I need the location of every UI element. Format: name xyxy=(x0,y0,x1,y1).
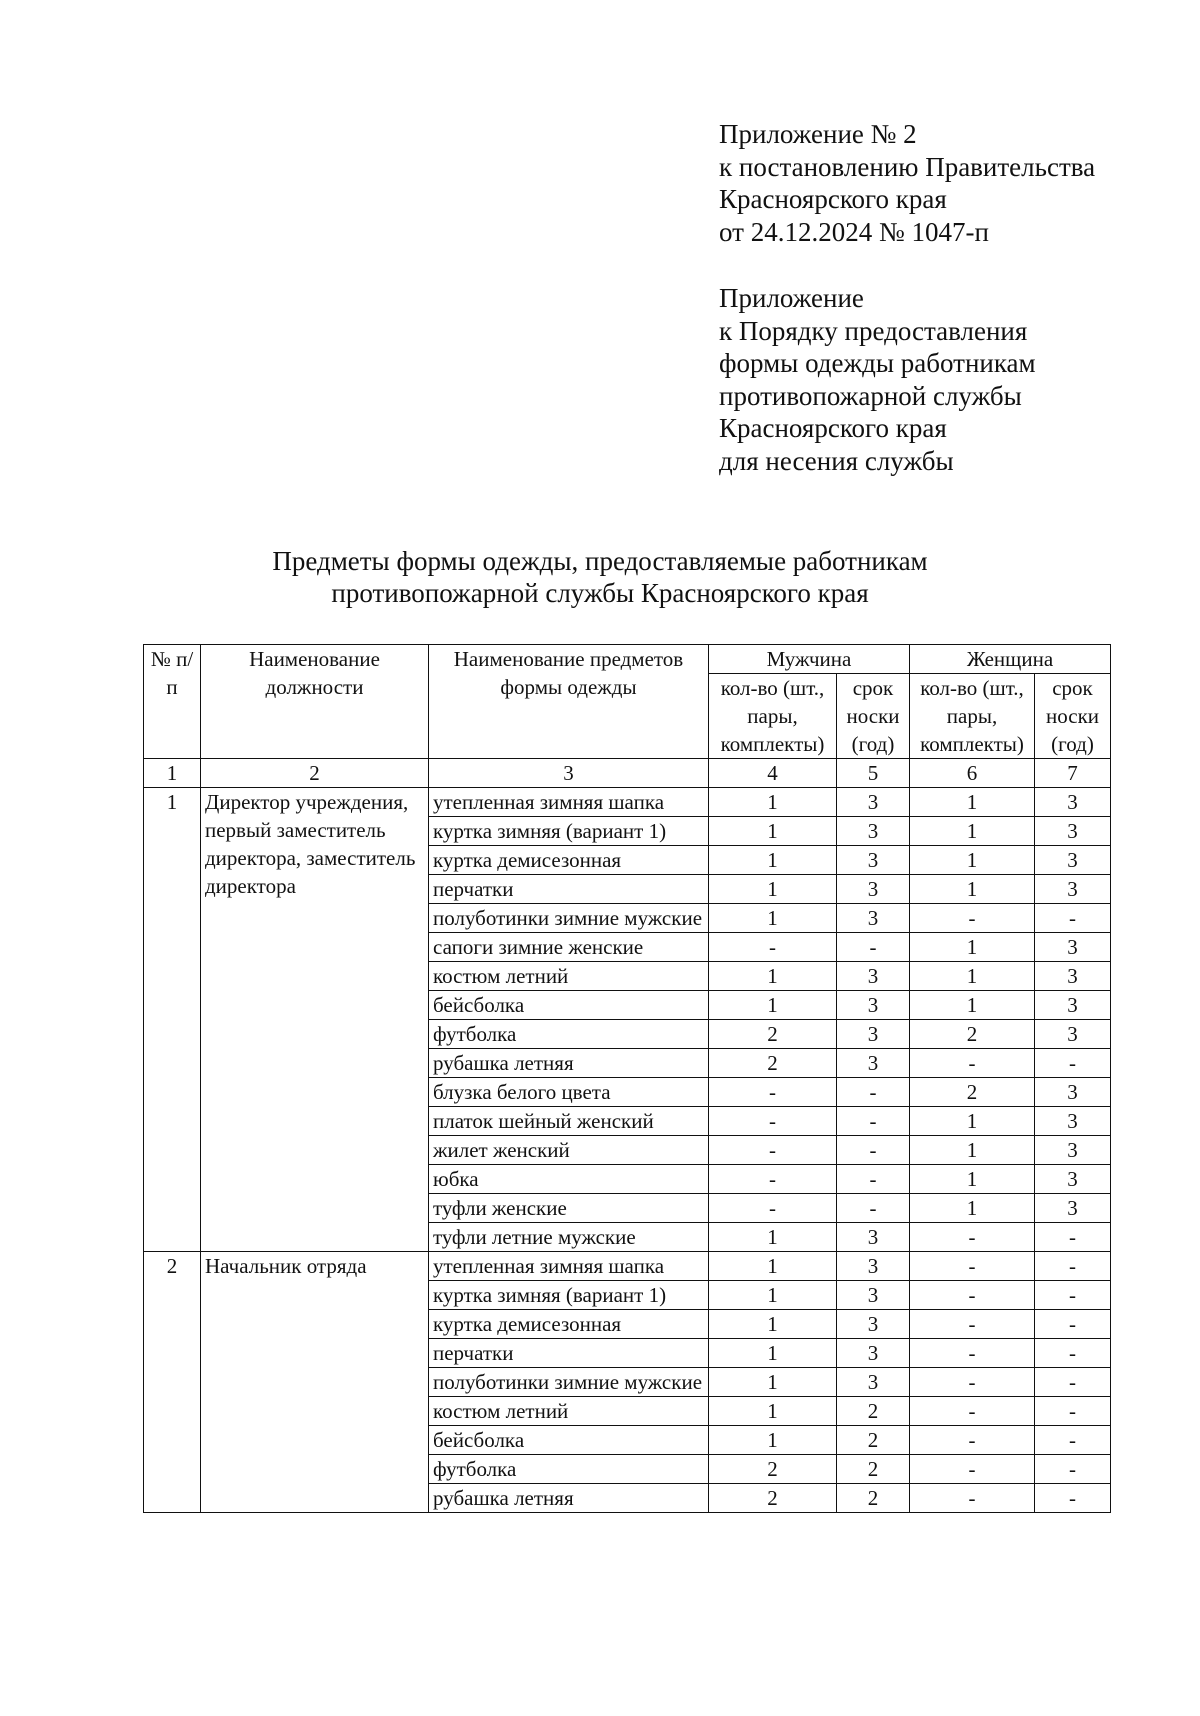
male-qty: 1 xyxy=(709,875,837,904)
female-term: 3 xyxy=(1035,1136,1111,1165)
male-term: 3 xyxy=(837,846,910,875)
female-term: 3 xyxy=(1035,933,1111,962)
female-qty: - xyxy=(910,1310,1035,1339)
male-term: 3 xyxy=(837,1252,910,1281)
male-qty: 1 xyxy=(709,846,837,875)
male-qty: 2 xyxy=(709,1049,837,1078)
female-term: 3 xyxy=(1035,788,1111,817)
female-term: 3 xyxy=(1035,1107,1111,1136)
male-qty: - xyxy=(709,1078,837,1107)
male-term: 2 xyxy=(837,1484,910,1513)
male-qty: 1 xyxy=(709,1252,837,1281)
female-qty: - xyxy=(910,1368,1035,1397)
female-qty: 1 xyxy=(910,875,1035,904)
male-term: 3 xyxy=(837,1281,910,1310)
female-term: 3 xyxy=(1035,1020,1111,1049)
female-qty: 2 xyxy=(910,1078,1035,1107)
female-qty: 1 xyxy=(910,1107,1035,1136)
male-term: 2 xyxy=(837,1397,910,1426)
female-qty: 1 xyxy=(910,1165,1035,1194)
item-name: туфли летние мужские xyxy=(429,1223,709,1252)
male-term: - xyxy=(837,1136,910,1165)
male-qty: 1 xyxy=(709,991,837,1020)
item-name: утепленная зимняя шапка xyxy=(429,788,709,817)
appendix-line: противопожарной службы xyxy=(719,380,1022,411)
table-row xyxy=(144,788,1111,817)
male-qty: 1 xyxy=(709,962,837,991)
male-qty: 1 xyxy=(709,788,837,817)
male-term: 3 xyxy=(837,1020,910,1049)
male-term: 3 xyxy=(837,788,910,817)
female-term: 3 xyxy=(1035,846,1111,875)
column-number: 7 xyxy=(1035,759,1111,788)
male-qty: 1 xyxy=(709,1310,837,1339)
male-term: - xyxy=(837,1165,910,1194)
male-term: 3 xyxy=(837,904,910,933)
female-term: - xyxy=(1035,1455,1111,1484)
appendix-block xyxy=(719,118,1095,477)
male-term: 3 xyxy=(837,1339,910,1368)
uniform-table xyxy=(143,644,1111,1513)
male-term: - xyxy=(837,933,910,962)
column-number: 6 xyxy=(910,759,1035,788)
female-qty: - xyxy=(910,904,1035,933)
male-term: 3 xyxy=(837,817,910,846)
item-name: рубашка летняя xyxy=(429,1049,709,1078)
item-name: бейсболка xyxy=(429,991,709,1020)
header-no: № п/п xyxy=(144,645,201,759)
male-qty: 2 xyxy=(709,1455,837,1484)
item-name: перчатки xyxy=(429,1339,709,1368)
document-title xyxy=(0,545,1200,609)
male-qty: 1 xyxy=(709,1339,837,1368)
male-qty: - xyxy=(709,933,837,962)
female-qty: - xyxy=(910,1484,1035,1513)
row-number: 2 xyxy=(144,1252,201,1513)
item-name: полуботинки зимние мужские xyxy=(429,1368,709,1397)
female-term: 3 xyxy=(1035,1078,1111,1107)
female-term: - xyxy=(1035,1281,1111,1310)
male-qty: - xyxy=(709,1194,837,1223)
female-qty: 1 xyxy=(910,933,1035,962)
column-number: 1 xyxy=(144,759,201,788)
female-term: - xyxy=(1035,1049,1111,1078)
item-name: костюм летний xyxy=(429,1397,709,1426)
female-qty: - xyxy=(910,1049,1035,1078)
appendix-line: к Порядку предоставления xyxy=(719,315,1028,346)
female-term: 3 xyxy=(1035,817,1111,846)
male-term: 3 xyxy=(837,962,910,991)
male-term: 3 xyxy=(837,991,910,1020)
header-position: Наименование должности xyxy=(201,645,429,759)
item-name: рубашка летняя xyxy=(429,1484,709,1513)
appendix-line: Приложение № 2 xyxy=(719,119,917,149)
male-qty: 1 xyxy=(709,1223,837,1252)
item-name: куртка демисезонная xyxy=(429,846,709,875)
header-male: Мужчина xyxy=(709,645,910,674)
female-term: - xyxy=(1035,904,1111,933)
male-term: - xyxy=(837,1078,910,1107)
row-number: 1 xyxy=(144,788,201,1252)
column-number: 4 xyxy=(709,759,837,788)
appendix-line: Красноярского края xyxy=(719,184,947,214)
female-term: - xyxy=(1035,1397,1111,1426)
female-qty: - xyxy=(910,1252,1035,1281)
female-qty: 1 xyxy=(910,817,1035,846)
male-qty: 1 xyxy=(709,1368,837,1397)
title-line-1: Предметы формы одежды, предоставляемые работникам xyxy=(272,546,928,576)
female-qty: 1 xyxy=(910,991,1035,1020)
header-male-term: срок носки (год) xyxy=(837,674,910,759)
item-name: куртка зимняя (вариант 1) xyxy=(429,1281,709,1310)
position-name: Начальник отряда xyxy=(201,1252,429,1513)
male-term: 3 xyxy=(837,1223,910,1252)
male-qty: - xyxy=(709,1136,837,1165)
item-name: блузка белого цвета xyxy=(429,1078,709,1107)
appendix-line: Приложение xyxy=(719,283,864,313)
female-term: 3 xyxy=(1035,1194,1111,1223)
female-qty: - xyxy=(910,1281,1035,1310)
female-qty: - xyxy=(910,1397,1035,1426)
male-term: 3 xyxy=(837,1310,910,1339)
male-qty: 1 xyxy=(709,1281,837,1310)
position-name: Директор учреждения, первый заместитель директора, заместитель директора xyxy=(201,788,429,1252)
item-name: полуботинки зимние мужские xyxy=(429,904,709,933)
item-name: платок шейный женский xyxy=(429,1107,709,1136)
item-name: сапоги зимние женские xyxy=(429,933,709,962)
male-term: - xyxy=(837,1194,910,1223)
header-female: Женщина xyxy=(910,645,1111,674)
female-qty: 1 xyxy=(910,962,1035,991)
header-female-term: срок носки (год) xyxy=(1035,674,1111,759)
item-name: юбка xyxy=(429,1165,709,1194)
female-qty: 2 xyxy=(910,1020,1035,1049)
header-female-qty: кол-во (шт., пары, комплекты) xyxy=(910,674,1035,759)
column-number: 5 xyxy=(837,759,910,788)
female-term: - xyxy=(1035,1252,1111,1281)
female-qty: 1 xyxy=(910,1194,1035,1223)
female-term: - xyxy=(1035,1368,1111,1397)
item-name: перчатки xyxy=(429,875,709,904)
male-term: - xyxy=(837,1107,910,1136)
female-term: - xyxy=(1035,1426,1111,1455)
male-qty: - xyxy=(709,1107,837,1136)
male-qty: 2 xyxy=(709,1020,837,1049)
male-term: 3 xyxy=(837,1049,910,1078)
item-name: утепленная зимняя шапка xyxy=(429,1252,709,1281)
item-name: куртка зимняя (вариант 1) xyxy=(429,817,709,846)
item-name: футболка xyxy=(429,1455,709,1484)
male-qty: 1 xyxy=(709,904,837,933)
item-name: куртка демисезонная xyxy=(429,1310,709,1339)
appendix-line: Красноярского края xyxy=(719,413,947,443)
male-term: 3 xyxy=(837,1368,910,1397)
appendix-line: к постановлению Правительства xyxy=(719,151,1096,182)
item-name: костюм летний xyxy=(429,962,709,991)
male-term: 2 xyxy=(837,1426,910,1455)
female-term: 3 xyxy=(1035,875,1111,904)
header-item: Наименование предметов формы одежды xyxy=(429,645,709,759)
female-qty: 1 xyxy=(910,1136,1035,1165)
column-number: 3 xyxy=(429,759,709,788)
male-qty: 1 xyxy=(709,817,837,846)
appendix-line: формы одежды работникам xyxy=(719,348,1036,378)
item-name: туфли женские xyxy=(429,1194,709,1223)
column-number: 2 xyxy=(201,759,429,788)
table-body xyxy=(144,788,1111,1513)
female-qty: - xyxy=(910,1426,1035,1455)
female-qty: - xyxy=(910,1223,1035,1252)
male-qty: 1 xyxy=(709,1397,837,1426)
header-male-qty: кол-во (шт., пары, комплекты) xyxy=(709,674,837,759)
male-qty: 2 xyxy=(709,1484,837,1513)
female-term: 3 xyxy=(1035,962,1111,991)
female-qty: - xyxy=(910,1339,1035,1368)
male-term: 2 xyxy=(837,1455,910,1484)
item-name: футболка xyxy=(429,1020,709,1049)
item-name: бейсболка xyxy=(429,1426,709,1455)
title-line-2: противопожарной службы Красноярского края xyxy=(331,578,869,608)
male-qty: - xyxy=(709,1165,837,1194)
female-term: 3 xyxy=(1035,991,1111,1020)
female-term: - xyxy=(1035,1223,1111,1252)
female-qty: 1 xyxy=(910,788,1035,817)
female-term: - xyxy=(1035,1310,1111,1339)
table-row xyxy=(144,1252,1111,1281)
female-term: 3 xyxy=(1035,1165,1111,1194)
female-term: - xyxy=(1035,1484,1111,1513)
female-qty: 1 xyxy=(910,846,1035,875)
male-qty: 1 xyxy=(709,1426,837,1455)
female-term: - xyxy=(1035,1339,1111,1368)
item-name: жилет женский xyxy=(429,1136,709,1165)
appendix-line: для несения службы xyxy=(719,445,954,476)
male-term: 3 xyxy=(837,875,910,904)
female-qty: - xyxy=(910,1455,1035,1484)
appendix-line: от 24.12.2024 № 1047-п xyxy=(719,216,989,247)
